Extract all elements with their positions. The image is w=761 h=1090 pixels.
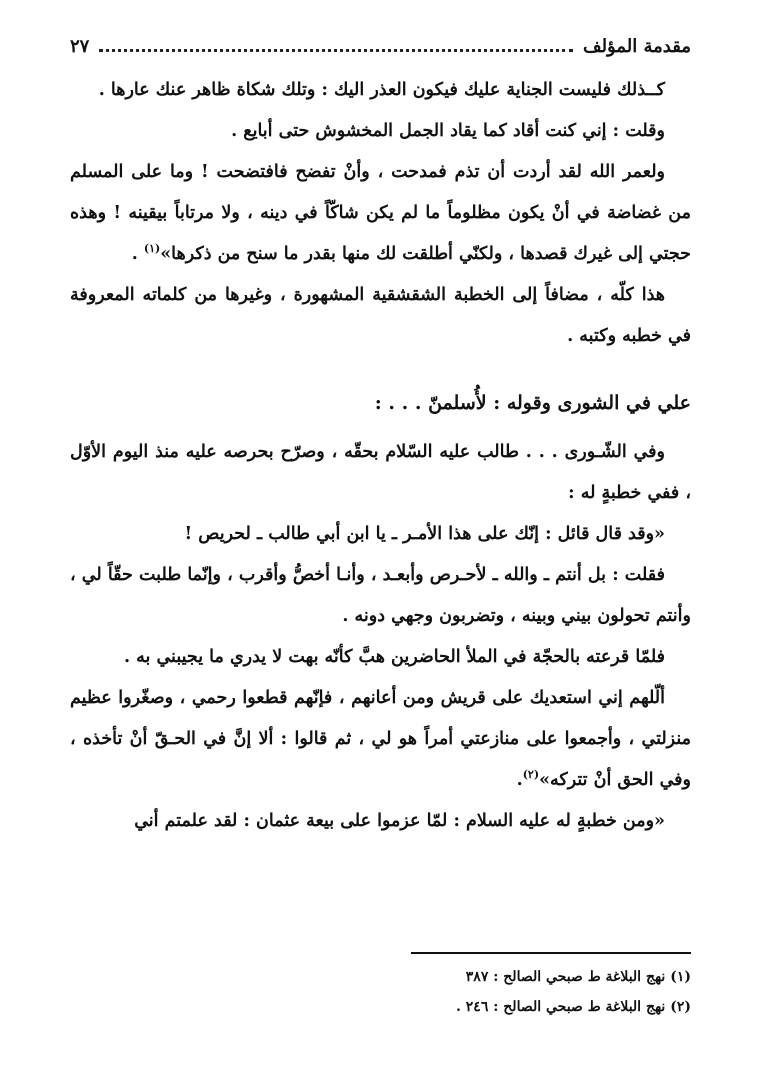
section-heading: علي في الشورى وقوله : لأُسلمنّ . . . : <box>374 392 691 414</box>
footnote: (٢) نهج البلاغة ط صبحي الصالح : ٢٤٦ . <box>456 999 691 1015</box>
paragraph-text: وفي الشّـورى . . . طالب عليه السّلام بحقّه ، وصرّح بحرصه عليه منذ اليوم الأوّل ، ففي خطبةٍ له : <box>70 442 691 503</box>
section-title: مقدمة المؤلف <box>582 35 691 57</box>
paragraph-text: فلمّا قرعته بالحجّة في الملأ الحاضرين هبَّ كأنّه بهت لا يدري ما يجيبني به . <box>123 647 665 667</box>
footnote-ref: (٢) <box>522 768 540 782</box>
paragraph <box>70 801 691 842</box>
page-number: ٢٧ <box>70 35 90 57</box>
paragraph <box>70 637 691 678</box>
header-dot-leader <box>99 49 573 52</box>
footnotes <box>70 962 691 1022</box>
paragraph-text: وقلت : إني كنت أقاد كما يقاد الجمل المخشوش حتى أبايع . <box>231 121 665 141</box>
paragraph <box>70 111 691 152</box>
paragraph <box>70 678 691 801</box>
paragraph-text: فقلت : بل أنتم ـ والله ـ لأحـرص وأبعـد ، وأنـا أخصُّ وأقرب ، وإنّما طلبت حقّاً لي ، وأنتم تحولون بيني وبينه ، وتضربون وجهي دونه . <box>70 565 691 626</box>
paragraph <box>70 70 691 111</box>
paragraph-text: كــذلك فليست الجناية عليك فيكون العذر اليك : وتلك شكاة ظاهر عنك عارها . <box>98 80 665 100</box>
footnote-ref: (١) <box>143 242 161 256</box>
page-body <box>70 70 691 842</box>
footnote-divider <box>411 952 691 954</box>
paragraph <box>70 555 691 637</box>
paragraph <box>70 275 691 357</box>
paragraph-text: ألّلهم إني استعديك على قريش ومن أعانهم ، فإنّهم قطعوا رحمي ، وصغّروا عظيم منزلتي ، وأجمعوا على منازعتي أمراً هو لي ، ثم قالوا : ألا إنَّ في الحـقّ أنْ تأخذه ، وفي الحق أنْ تتركه» <box>70 688 691 790</box>
paragraph <box>70 514 691 555</box>
paragraph-text: «ومن خطبةٍ له عليه السلام : لمّا عزموا على بيعة عثمان : لقد علمتم أني <box>134 811 665 831</box>
paragraph-text: «وقد قال قائل : إنّك على هذا الأمـر ـ يا ابن أبي طالب ـ لحريص ! <box>184 524 665 544</box>
paragraph-text: هذا كلّه ، مضافاً إلى الخطبة الشقشقية المشهورة ، وغيرها من كلماته المعروفة في خطبه وكتبه . <box>70 285 691 346</box>
footnote: (١) نهج البلاغة ط صبحي الصالح : ٣٨٧ <box>465 969 691 985</box>
page-header <box>70 28 691 64</box>
paragraph <box>70 432 691 514</box>
paragraph-trail: . <box>131 244 144 264</box>
paragraph <box>70 152 691 275</box>
paragraph-text: ولعمر الله لقد أردت أن تذم فمدحت ، وأنْ تفضح فافتضحت ! وما على المسلم من غضاضة في أنْ يكون مظلوماً ما لم يكن شاكّاً في دينه ، ولا مرتاباً بيقينه ! وهذه حجتي إلى غيرك قصدها ، ولكنّي أطلقت لك منها بقدر ما سنح من ذكرها» <box>70 162 691 264</box>
paragraph-trail: . <box>516 770 523 790</box>
